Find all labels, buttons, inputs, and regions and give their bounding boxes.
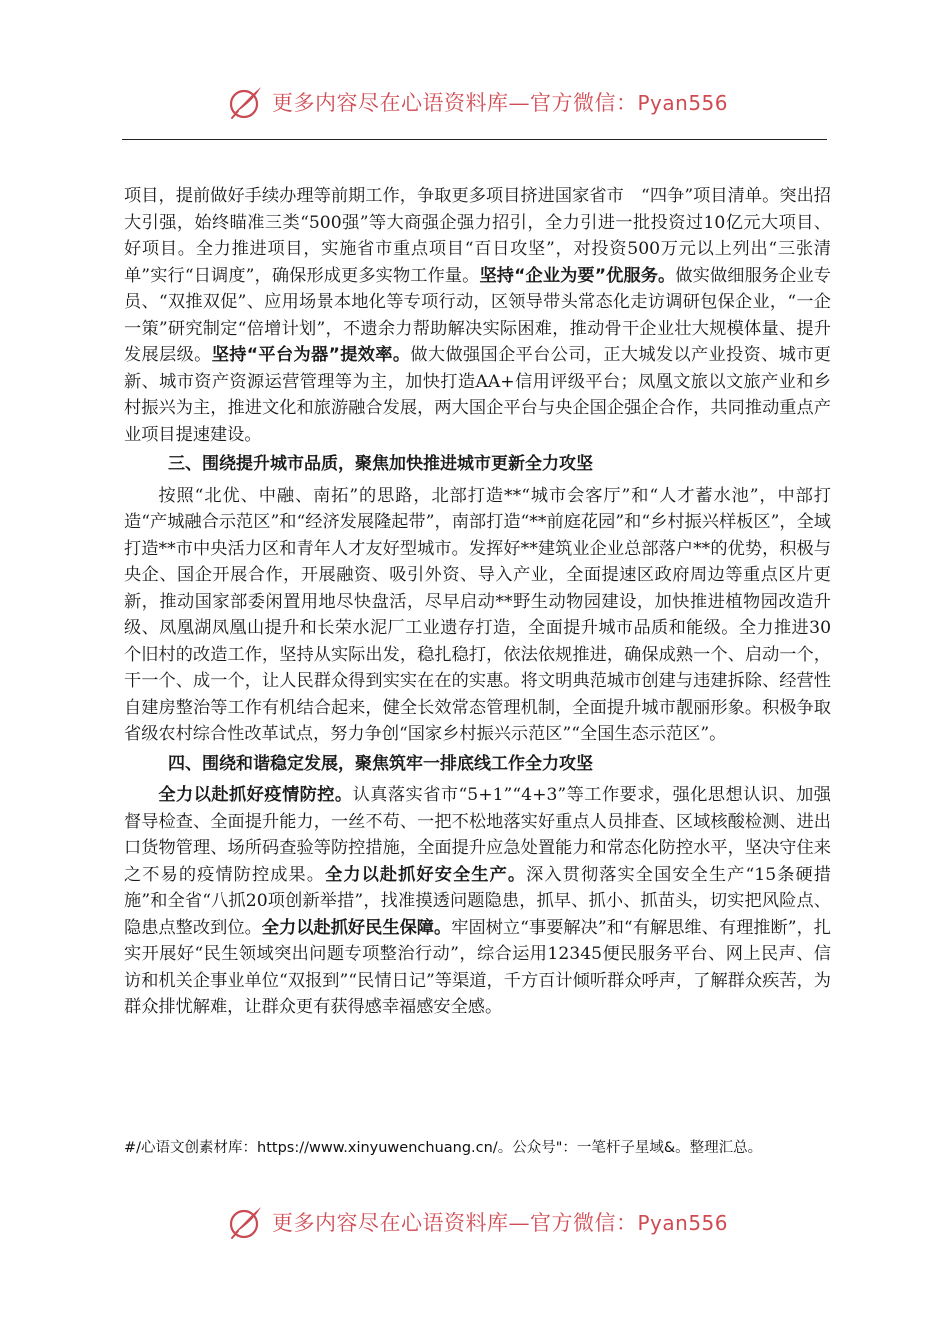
quill-logo-icon	[226, 82, 266, 122]
header-banner	[0, 80, 950, 130]
banner-text: 更多内容尽在心语资料库—官方微信：Pyan556	[272, 1211, 729, 1235]
bold-lead-livelihood: 全力以赴抓好民生保障。	[261, 917, 452, 938]
quill-logo-icon	[226, 1202, 266, 1242]
header-divider	[122, 139, 827, 140]
banner-text: 更多内容尽在心语资料库—官方微信：Pyan556	[272, 91, 729, 115]
wechat-handle: Pyan556	[637, 91, 729, 115]
document-body	[124, 183, 831, 1021]
wechat-handle: Pyan556	[637, 1211, 729, 1235]
bold-lead-safety: 全力以赴抓好安全生产。	[325, 864, 527, 885]
paragraph-city-renewal: 按照“北优、中融、南拓”的思路，北部打造**“城市会客厅”和“人才蓄水池”，中部打造“产城融合示范区”和“经济发展隆起带”，南部打造“**前庭花园”和“乡村振兴样板区”，全域打造**市中央活力区和青年人才友好型城市。发挥好**建筑业企业总部落户**的优势，积极与央企、国企开展合作，开展融资、吸引外资、导入产业，全面提速区政府周边等重点区片更新，推动国家部委闲置用地尽快盘活，尽早启动**野生动物园建设，加快推进植物园改造升级、凤凰湖凤凰山提升和长荣水泥厂工业遗存打造，全面提升城市品质和能级。全力推进30个旧村的改造工作，坚持从实际出发，稳扎稳打，依法依规推进，确保成熟一个、启动一个，干一个、成一个，让人民群众得到实实在在的实惠。将文明典范城市创建与违建拆除、经营性自建房整治等工作有机结合起来，健全长效常态管理机制，全面提升城市靓丽形象。积极争取省级农村综合性改革试点，努力争创“国家乡村振兴示范区”“全国生态示范区”。	[124, 485, 831, 744]
bold-lead-enterprise: 坚持“企业为要”优服务。	[479, 265, 676, 286]
bold-lead-epidemic: 全力以赴抓好疫情防控。	[158, 785, 353, 805]
paragraph-projects-services: 项目，提前做好手续办理等前期工作，争取更多项目挤进国家省市 “四争”项目清单。突出招大引强，始终瞄准三类“500强”等大商强企强力招引，全力引进一批投资过10亿元大项目、好项目。全力推进项目，实施省市重点项目“百日攻坚”，对投资500万元以上列出“三张清单”实行“日调度”，确保形成更多实物工作量。坚持“企业为要”优服务。做实做细服务企业专员、“双推双促”、应用场景本地化等专项行动，区领导带头常态化走访调研包保企业，“一企一策”研究制定“倍增计划”，不遗余力帮助解决实际困难，推动骨干企业壮大规模体量、提升发展层级。坚持“平台为器”提效率。做大做强国企平台公司，正大城发以产业投资、城市更新、城市资产资源运营管理等为主，加快打造AA+信用评级平台；凤凰文旅以文旅产业和乡村振兴为主，推进文化和旅游融合发展，两大国企平台与央企国企强企合作，共同推动重点产业项目提速建设。	[124, 186, 831, 445]
source-note: #/心语文创素材库：https://www.xinyuwenchuang.cn/。公众号"：一笔杆子星域&。整理汇总。	[124, 1140, 763, 1156]
footer-banner	[0, 1200, 950, 1250]
section-heading-3: 三、围绕提升城市品质，聚焦加快推进城市更新全力攻坚	[168, 454, 593, 474]
paragraph-stability: 全力以赴抓好疫情防控。认真落实省市“5+1”“4+3”等工作要求，强化思想认识、加强督导检查、全面提升能力，一丝不苟、一把不松地落实好重点人员排查、区域核酸检测、进出口货物管理、场所码查验等防控措施，全面提升应急处置能力和常态化防控水平，坚决守住来之不易的疫情防控成果。全力以赴抓好安全生产。深入贯彻落实全国安全生产“15条硬措施”和全省“八抓20项创新举措”，找准摸透问题隐患，抓早、抓小、抓苗头，切实把风险点、隐患点整改到位。全力以赴抓好民生保障。牢固树立“事要解决”和“有解思维、有理推断”，扎实开展好“民生领域突出问题专项整治行动”，综合运用12345便民服务平台、网上民声、信访和机关企事业单位“双报到”“民情日记”等渠道，千方百计倾听群众呼声，了解群众疾苦，为群众排忧解难，让群众更有获得感幸福感安全感。	[124, 785, 831, 1017]
bold-lead-platform: 坚持“平台为器”提效率。	[211, 345, 411, 365]
section-heading-4: 四、围绕和谐稳定发展，聚焦筑牢一排底线工作全力攻坚	[168, 753, 593, 774]
